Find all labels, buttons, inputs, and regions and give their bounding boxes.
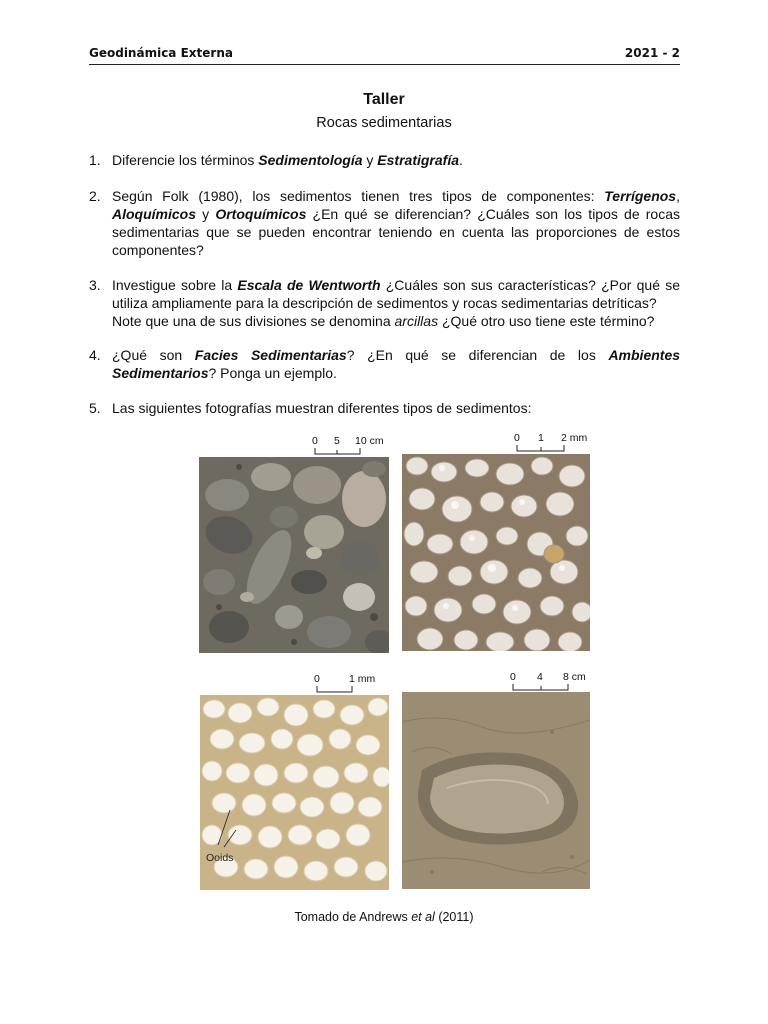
document-title: Taller bbox=[363, 91, 405, 108]
question-text: Según Folk (1980), los sedimentos tienen tres tipos de componentes: Terrígenos, Aloquímicos y Ortoquímicos ¿En qué se diferencian? ¿Cuáles son los tipos de rocas sedimentarias que se pueden encontrar teniendo en cuenta las proporciones de estos componentes? bbox=[112, 188, 680, 258]
mud-footprint-photo bbox=[402, 692, 590, 889]
question-text: Las siguientes fotografías muestran diferentes tipos de sedimentos: bbox=[112, 400, 532, 416]
document-subtitle: Rocas sedimentarias bbox=[316, 115, 452, 131]
question-1 bbox=[89, 151, 680, 169]
scale-tick-label: 0 bbox=[514, 432, 520, 444]
scale-tick-label: 0 bbox=[312, 435, 318, 447]
scale-tick-label: 2 mm bbox=[561, 432, 588, 444]
question-number: 2. bbox=[89, 188, 101, 204]
scale-tick-label: 8 cm bbox=[563, 671, 586, 683]
figure-caption: Tomado de Andrews et al (2011) bbox=[294, 910, 474, 924]
question-text: ¿Qué son Facies Sedimentarias? ¿En qué se diferencian de los Ambientes Sedimentarios? Ponga un ejemplo. bbox=[112, 347, 681, 381]
question-number: 1. bbox=[89, 152, 101, 168]
scale-bar-line bbox=[510, 684, 580, 692]
scale-bar-ooid bbox=[314, 673, 394, 695]
scale-bar-mud bbox=[510, 671, 590, 693]
quartz-sand-photo bbox=[402, 454, 590, 651]
scale-tick-label: 4 bbox=[537, 671, 543, 683]
ooids-label: Ooids bbox=[206, 852, 234, 864]
scale-tick-label: 10 cm bbox=[355, 435, 384, 447]
header-course: Geodinámica Externa bbox=[89, 46, 233, 60]
question-number: 4. bbox=[89, 347, 101, 363]
scale-tick-label: 0 bbox=[314, 673, 320, 685]
question-2 bbox=[89, 187, 680, 259]
question-text: Diferencie los términos Sedimentología y Estratigrafía. bbox=[112, 152, 463, 168]
scale-tick-label: 1 bbox=[538, 432, 544, 444]
scale-bar-gravel bbox=[312, 435, 392, 457]
scale-bar-line bbox=[514, 445, 584, 453]
scale-bar-line bbox=[314, 686, 384, 694]
question-3 bbox=[89, 276, 680, 330]
question-number: 3. bbox=[89, 277, 101, 293]
page-header bbox=[89, 46, 680, 65]
question-number: 5. bbox=[89, 400, 101, 416]
question-note: Note que una de sus divisiones se denomina arcillas ¿Qué otro uso tiene este término? bbox=[112, 313, 655, 329]
header-term: 2021 - 2 bbox=[624, 46, 680, 60]
question-4 bbox=[89, 346, 680, 382]
scale-tick-label: 1 mm bbox=[349, 673, 376, 685]
scale-bar-sand bbox=[514, 432, 594, 454]
scale-tick-label: 5 bbox=[334, 435, 340, 447]
question-text: Investigue sobre la Escala de Wentworth ¿Cuáles son sus características? ¿Por qué se utiliza ampliamente para la descripción de sedimentos y rocas sedimentarias detríticas? bbox=[112, 277, 680, 311]
scale-bar-line bbox=[312, 448, 382, 456]
question-5 bbox=[89, 399, 680, 417]
scale-tick-label: 0 bbox=[510, 671, 516, 683]
gravel-photo bbox=[199, 457, 389, 653]
